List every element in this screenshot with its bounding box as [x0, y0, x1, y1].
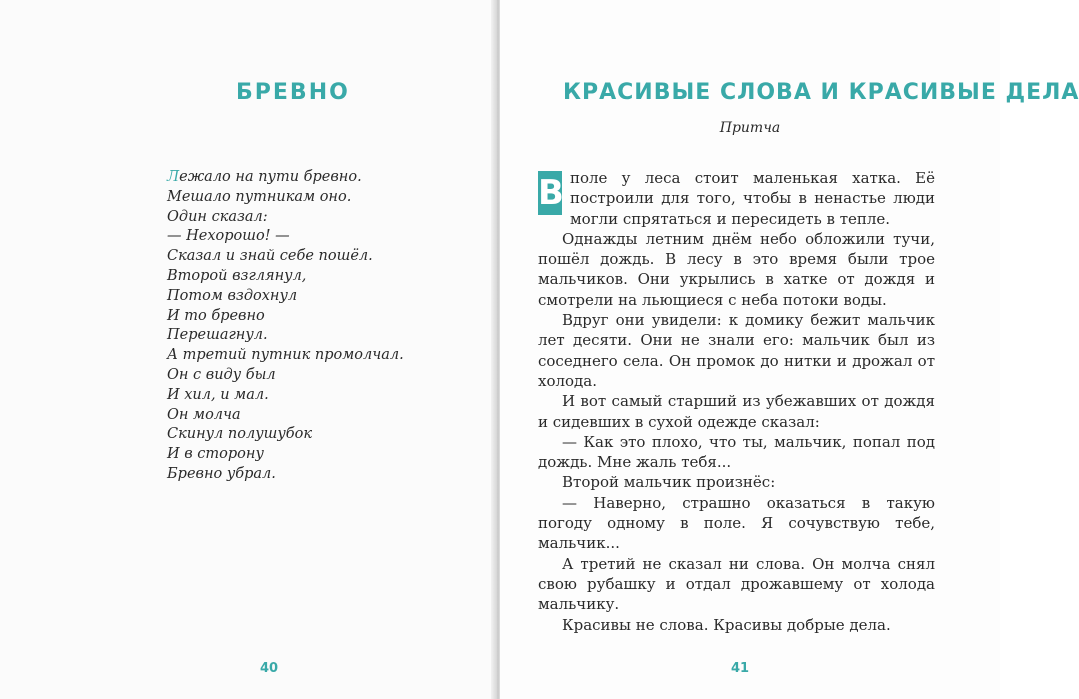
poem-line: Бревно убрал.: [167, 465, 276, 482]
poem-line: И то бревно: [167, 307, 265, 324]
paragraph: [538, 168, 935, 229]
paragraph: Второй мальчик произнёс:: [562, 473, 776, 492]
poem-line: — Нехорошо! —: [167, 228, 290, 245]
poem-line: Один сказал:: [167, 208, 268, 225]
paragraph: — Наверно, страшно оказаться в такую погоду одному в поле. Я сочувствую тебе, мальчик...: [538, 493, 935, 553]
poem-body: [167, 168, 404, 485]
poem-line: Потом вздохнул: [167, 287, 298, 304]
page-number-left: 40: [260, 661, 279, 676]
parable-subtitle: Притча: [719, 120, 781, 136]
paragraph: — Как это плохо, что ты, мальчик, попал под дождь. Мне жаль тебя...: [538, 432, 935, 472]
paragraph: Однажды летним днём небо обложили тучи, пошёл дождь. В лесу в это время были трое мальчиков. Они укрылись в хатке от дождя и смотрели на льющиеся с неба потоки воды.: [538, 229, 935, 309]
poem-line: Второй взглянул,: [167, 267, 307, 284]
parable-title: КРАСИВЫЕ СЛОВА И КРАСИВЫЕ ДЕЛА: [563, 80, 1079, 105]
poem-line: Перешагнул.: [167, 327, 268, 344]
poem-line: И в сторону: [167, 446, 264, 463]
paragraph: И вот самый старший из убежавших от дождя и сидевших в сухой одежде сказал:: [538, 392, 935, 431]
poem-line: [167, 168, 404, 188]
left-page: [0, 0, 496, 699]
first-paragraph-text: поле у леса стоит маленькая хатка. Её построили для того, чтобы в ненастье люди могли спрятаться и пересидеть в тепле.: [570, 169, 935, 228]
paragraph: А третий не сказал ни слова. Он молча снял свою рубашку и отдал дрожавшему от холода мальчику.: [538, 554, 935, 614]
poem-line: Он молча: [167, 406, 241, 423]
poem-title: БРЕВНО: [236, 80, 350, 105]
poem-line: Мешало путникам оно.: [167, 188, 352, 205]
poem-first-line-rest: ежало на пути бревно.: [179, 169, 362, 185]
poem-line: Сказал и знай себе пошёл.: [167, 248, 373, 265]
poem-first-letter: Л: [167, 169, 180, 185]
parable-body: [538, 168, 935, 635]
page-number-right: 41: [731, 661, 750, 676]
poem-line: Он с виду был: [167, 366, 276, 383]
poem-line: Скинул полушубок: [167, 426, 312, 443]
paragraph: Красивы не слова. Красивы добрые дела.: [562, 615, 891, 634]
drop-cap: В: [538, 173, 564, 213]
paragraph: Вдруг они увидели: к домику бежит мальчик лет десяти. Они не знали его: мальчик был из соседнего села. Он промок до нитки и дрожал от холода.: [538, 311, 935, 390]
poem-line: И хил, и мал.: [167, 386, 269, 403]
poem-line: А третий путник промолчал.: [167, 347, 404, 364]
